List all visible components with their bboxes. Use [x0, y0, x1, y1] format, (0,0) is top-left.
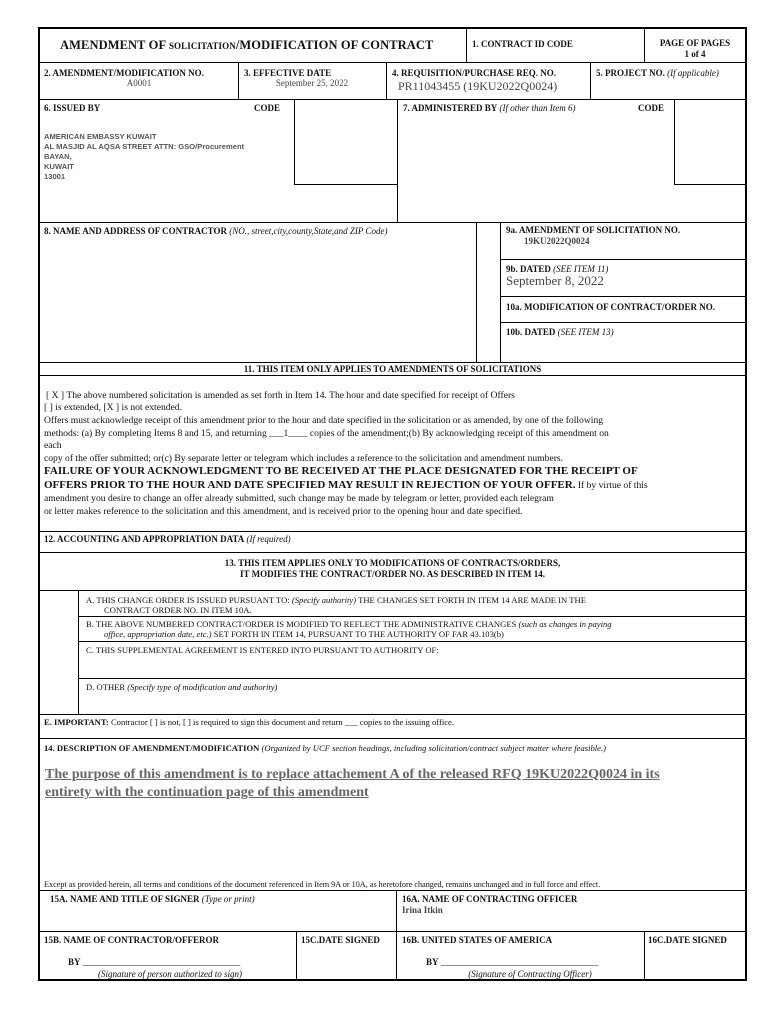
item-14-purpose: The purpose of this amendment is to replace attachement A of the released RFQ 19KU2022Q0024 in its entirety with the continuation page of this amendment — [45, 767, 660, 800]
page-of-pages-value: 1 of 4 — [684, 49, 706, 59]
item-9b-value[interactable]: September 8, 2022 — [506, 273, 604, 288]
item-e: E. IMPORTANT: Contractor [ ] is not, [ ] is required to sign this document and return ___ copies to the issuing office. — [44, 717, 454, 727]
item-16a-value[interactable]: Irina Itkin — [402, 905, 443, 915]
effective-date-label: 3. EFFECTIVE DATE — [244, 68, 332, 78]
amendment-no-label: 2. AMENDMENT/MODIFICATION NO. — [44, 68, 204, 78]
amendment-form: AMENDMENT OF SOLICITATION/MODIFICATION OF CONTRACT 1. CONTRACT ID CODE PAGE OF PAGES 1 of 4 2. AMENDMENT/MODIFICATION NO. A0001 3. EFFECTIVE DATE September 25, 2022 4. REQUISITION/PURCHASE REQ. NO. PR11043455 (19KU2022Q0024) 5. PROJECT NO. (If applicable) 6. ISSUED BY CODE AMERICAN EMBASSY KUWAIT AL MASJID AL AQSA STREET ATTN: GSO/Procurement BAYAN, KUWAIT 13001 7. ADMINISTERED BY (If other than Item 6) CODE 8. NAME AND ADDRESS OF CONTRACTOR (NO., street,city,county,State,and ZIP Code) 9a. AMENDMENT OF SOLICITATION NO. 19KU2022Q0024 9b. DATED (SEE ITEM 11) September 8, 2022 10a. MODIFICATION OF CONTRACT/ORDER NO. 10b. DATED (SEE ITEM 13) 11. THIS ITEM ONLY APPLIES TO AMENDMENTS OF SOLICITATIONS [ X ] The above numbered solicitation is amended as set forth in Item 14. The hour and date specified for receipt of Offers [ ] is extended, [X ] is not extended. Offers must acknowledge receipt of this amendment prior to the hour and date specified in the solicitation or as amended, by one of the following methods: (a) By completing Items 8 and 15, and returning ___1____ copies of the amendment;(b) By acknowledging receipt of this amendment on each copy of the offer submitted; or(c) By separate letter or telegram which includes a reference to the solicitation and amendment numbers. FAILURE OF YOUR ACKNOWLEDGMENT TO BE RECEIVED AT THE PLACE DESIGNATED FOR THE RECEIPT OF OFFERS PRIOR TO THE HOUR AND DATE SPECIFIED MAY RESULT IN REJECTION OF YOUR OFFER. If by virtue of this amendment you desire to change an offer already submitted, such change may be made by telegram or letter, provided each telegram or letter makes reference to the solicitation and this amendment, and is received prior to the opening hour and date specified. 12. ACCOUNTING AND APPROPRIATION DATA (If required) 13. THIS ITEM APPLIES ONLY TO MODIFICATIONS OF CONTRACTS/ORDERS, IT MODIFIES THE CONTRACT/ORDER NO. AS DESCRIBED IN ITEM 14. A. THIS CHANGE ORDER IS ISSUED PURSUANT TO: (Specify authority) THE CHANGES SET FORTH IN ITEM 14 ARE MADE IN THE CONTRACT ORDER NO. IN ITEM 10A. B. THE ABOVE NUMBERED CONTRACT/ORDER IS MODIFIED TO REFLECT THE ADMINISTRATIVE CHANGES (such as changes in paying office, appropriation date, etc.) SET FORTH IN ITEM 14, PURSUANT TO THE AUTHORITY OF FAR 43.103(b) C. THIS SUPPLEMENTAL AGREEMENT IS ENTERED INTO PURSUANT TO AUTHORITY OF: D. OTHER (Specify type of modification and authority) E. IMPORTANT: Contractor [ ] is not, [ ] is required to sign this document and return ___ copies to the issuing office. 14. DESCRIPTION OF AMENDMENT/MODIFICATION (Organized by UCF section headings, including solicitation/contract subject matter where feasible.) The purpose of this amendment is to replace attachement A of the released RFQ 19KU2022Q0024 in its entirety with the continuation page of this amendment Except as provided herein, all terms and conditions of the document referenced in Item 9A or 10A, as heretofore changed, remains unchanged and in full force and effect. 15A. NAME AND TITLE OF SIGNER (Type or print) 16A. NAME OF CONTRACTING OFFICER Irina Itkin 15B. NAME OF CONTRACTOR/OFFEROR BY ___________________________________ (Signature of person authorized to sign) 15C.DATE SIGNED 16B. UNITED STATES OF AMERICA BY ___________________________________ (Signature of Contracting Officer) 16C.DATE SIGNED — [38, 27, 747, 981]
item-16c-label: 16C.DATE SIGNED — [648, 935, 727, 945]
issued-by-label: 6. ISSUED BY — [44, 103, 101, 113]
contract-id-label: 1. CONTRACT ID CODE — [472, 39, 573, 49]
administered-by-label: 7. ADMINISTERED BY (If other than Item 6) — [403, 103, 576, 113]
item-13-heading-2: IT MODIFIES THE CONTRACT/ORDER NO. AS DESCRIBED IN ITEM 14. — [240, 569, 545, 579]
effective-date-value[interactable]: September 25, 2022 — [275, 78, 349, 88]
item-15a-label: 15A. NAME AND TITLE OF SIGNER (Type or print) — [50, 894, 255, 904]
project-no-label: 5. PROJECT NO. (If applicable) — [596, 68, 719, 78]
item-13a: A. THIS CHANGE ORDER IS ISSUED PURSUANT TO: (Specify authority) THE CHANGES SET FORTH IN ITEM 14 ARE MADE IN THE CONTRACT ORDER NO. IN ITEM 10A. — [86, 595, 586, 615]
item-13b: B. THE ABOVE NUMBERED CONTRACT/ORDER IS MODIFIED TO REFLECT THE ADMINISTRATIVE CHANGES (such as changes in paying office, appropriation date, etc.) SET FORTH IN ITEM 14, PURSUANT TO THE AUTHORITY OF FAR 43.103(b) — [86, 619, 612, 639]
item-14-label: 14. DESCRIPTION OF AMENDMENT/MODIFICATION (Organized by UCF section headings, including solicitation/contract subject matter where feasible.) — [44, 743, 606, 753]
item-13c: C. THIS SUPPLEMENTAL AGREEMENT IS ENTERED INTO PURSUANT TO AUTHORITY OF: — [86, 645, 439, 655]
item-10a-label: 10a. MODIFICATION OF CONTRACT/ORDER NO. — [506, 302, 716, 312]
item-9a-label: 9a. AMENDMENT OF SOLICITATION NO. — [506, 225, 681, 235]
issued-by-code-label: CODE — [254, 103, 281, 113]
item-15b-signature-note: (Signature of person authorized to sign) — [98, 969, 242, 979]
item-16b-label: 16B. UNITED STATES OF AMERICA — [402, 935, 553, 945]
item-16b-signature-line[interactable]: BY ___________________________________ — [426, 957, 599, 967]
item-13-heading-1: 13. THIS ITEM APPLIES ONLY TO MODIFICATIONS OF CONTRACTS/ORDERS, — [224, 558, 561, 568]
item-11-heading: 11. THIS ITEM ONLY APPLIES TO AMENDMENTS OF SOLICITATIONS — [243, 364, 542, 374]
item-13d: D. OTHER (Specify type of modification and authority) — [86, 682, 278, 692]
item-15b-signature-line[interactable]: BY ___________________________________ — [68, 957, 241, 967]
requisition-label: 4. REQUISITION/PURCHASE REQ. NO. — [392, 68, 557, 78]
item-15c-label: 15C.DATE SIGNED — [301, 935, 380, 945]
amendment-no-value[interactable]: A0001 — [126, 78, 152, 88]
item-12-label: 12. ACCOUNTING AND APPROPRIATION DATA (If required) — [44, 534, 291, 544]
administered-by-code-label: CODE — [638, 103, 665, 113]
contractor-label: 8. NAME AND ADDRESS OF CONTRACTOR (NO., street,city,county,State,and ZIP Code) — [44, 226, 388, 236]
item-14-except-text: Except as provided herein, all terms and conditions of the document referenced in Item 9A or 10A, as heretofore changed, remains unchanged and in full force and effect. — [44, 880, 601, 889]
page-of-pages-label: PAGE OF PAGES — [659, 38, 731, 48]
item-9b-label: 9b. DATED (SEE ITEM 11) — [506, 264, 609, 274]
form-title: AMENDMENT OF SOLICITATION/MODIFICATION OF CONTRACT — [60, 38, 434, 52]
item-16a-label: 16A. NAME OF CONTRACTING OFFICER — [402, 894, 578, 904]
issuer-address: AMERICAN EMBASSY KUWAIT AL MASJID AL AQSA STREET ATTN: GSO/Procurement BAYAN, KUWAIT 13001 — [44, 132, 245, 181]
requisition-value[interactable]: PR11043455 (19KU2022Q0024) — [398, 79, 558, 93]
item-15b-label: 15B. NAME OF CONTRACTOR/OFFEROR — [44, 935, 220, 945]
item-10b-label: 10b. DATED (SEE ITEM 13) — [506, 327, 614, 337]
item-16b-signature-note: (Signature of Contracting Officer) — [468, 969, 592, 979]
item-9a-value[interactable]: 19KU2022Q0024 — [524, 236, 590, 246]
